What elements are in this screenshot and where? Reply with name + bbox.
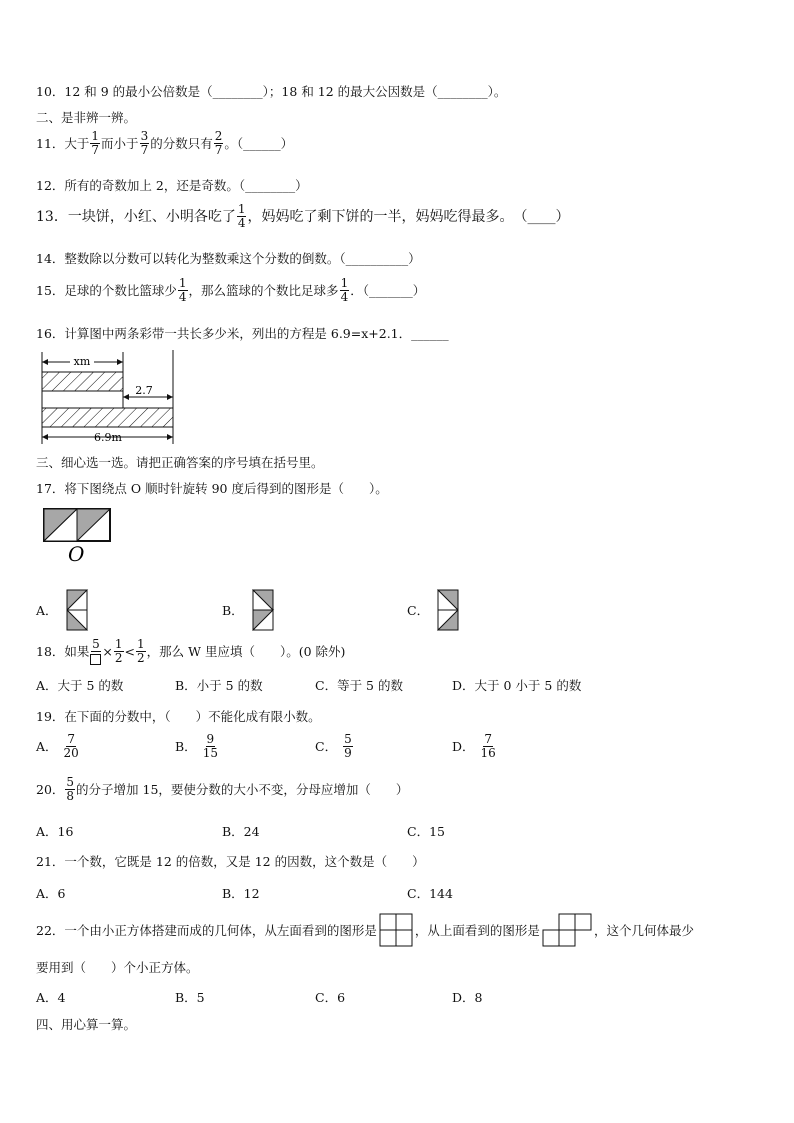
q11-fraction-2: $\frac{3}{7}$ <box>140 129 149 157</box>
q22-mid: ，从上面看到的图形是 <box>414 923 540 938</box>
q22-line2-text: 要用到（ ）个小正方体。 <box>36 960 199 975</box>
q13-answer-blank[interactable]: ，妈妈吃了剩下饼的一半，妈妈吃得最多。 （____） <box>247 209 570 226</box>
q18-option-b[interactable]: B．小于 5 的数 <box>175 678 263 693</box>
q16-text[interactable]: 16．计算图中两条彩带一共长多少米，列出的方程是 6.9=x+2.1．______ <box>36 326 449 341</box>
section-3-title-text: 三、细心选一选。请把正确答案的序号填在括号里。 <box>36 455 324 470</box>
question-12 <box>36 176 308 194</box>
q17-option-a[interactable] <box>36 589 90 631</box>
q18-suffix: ，那么 W 里应填（ ）。(0 除外) <box>146 644 346 660</box>
section-4-title-text: 四、用心算一算。 <box>36 1017 137 1032</box>
question-11 <box>36 130 293 156</box>
q19-option-b[interactable]: B． $\frac{9}{15}$ <box>175 732 218 760</box>
q21-option-b[interactable]: B．12 <box>222 886 260 901</box>
question-15 <box>36 277 425 303</box>
q15-answer-blank[interactable]: ．（_______） <box>350 283 426 299</box>
q20-option-b[interactable]: B．24 <box>222 824 260 839</box>
question-10-text: 10．12 和 9 的最小公倍数是（________）；18 和 12 的最大公因数是（________）。 <box>36 84 507 99</box>
q18-option-d[interactable]: D．大于 0 小于 5 的数 <box>452 678 582 693</box>
section-2-title <box>36 108 136 126</box>
label-2-7: 2.7 <box>135 384 153 397</box>
q20-option-c[interactable]: C．15 <box>407 824 445 839</box>
q15-fraction-2: $\frac{1}{4}$ <box>340 276 349 304</box>
q22-prefix: 22．一个由小正方体搭建而成的几何体，从左面看到的图形是 <box>36 923 377 938</box>
q19-text: 19．在下面的分数中，（ ）不能化成有限小数。 <box>36 709 321 724</box>
q20-fraction: $\frac{5}{8}$ <box>66 775 75 803</box>
left-view-figure <box>379 913 413 947</box>
question-19 <box>36 707 321 725</box>
q14-text[interactable]: 14．整数除以分数可以转化为整数乘这个分数的倒数。（__________） <box>36 251 421 266</box>
q17-option-c-figure <box>437 589 461 631</box>
question-18 <box>36 638 345 665</box>
q19-option-c[interactable]: C． $\frac{5}{9}$ <box>315 732 352 760</box>
q15-prefix: 15．足球的个数比篮球少 <box>36 283 177 299</box>
q11-fraction-3: $\frac{2}{7}$ <box>214 129 223 157</box>
question-20 <box>36 776 408 802</box>
ribbon-long <box>42 408 173 427</box>
question-16 <box>36 324 449 342</box>
question-21 <box>36 852 425 870</box>
question-13 <box>36 203 569 229</box>
q11-prefix: 11．大于 <box>36 136 90 152</box>
q21-text: 21．一个数，它既是 12 的倍数，又是 12 的因数，这个数是（ ） <box>36 854 425 869</box>
q22-suffix: ，这个几何体最少 <box>593 923 694 938</box>
q18-fraction-3: $\frac{1}{2}$ <box>137 637 145 665</box>
top-view-figure <box>542 913 592 947</box>
q12-text[interactable]: 12．所有的奇数加上 2，还是奇数。（________） <box>36 178 308 193</box>
q18-option-a[interactable]: A．大于 5 的数 <box>36 678 124 693</box>
question-10 <box>36 82 506 100</box>
q20-suffix: 的分子增加 15，要使分数的大小不变，分母应增加（ ） <box>76 782 409 798</box>
ribbon-diagram <box>36 350 181 446</box>
q18-option-c[interactable]: C．等于 5 的数 <box>315 678 403 693</box>
q15-fraction-1: $\frac{1}{4}$ <box>178 276 187 304</box>
question-22-line2 <box>36 958 199 976</box>
section-2-title-text: 二、是非辨一辨。 <box>36 110 137 125</box>
section-3-title <box>36 453 324 471</box>
label-x: xm <box>73 355 91 368</box>
q18-less-than: < <box>124 643 136 659</box>
q18-times: × <box>102 643 113 659</box>
q13-prefix: 13．一块饼，小红、小明各吃了 <box>36 209 236 226</box>
q21-option-a[interactable]: A．6 <box>36 886 66 901</box>
q11-fraction-1: $\frac{1}{7}$ <box>91 129 100 157</box>
section-4-title <box>36 1015 136 1033</box>
q22-option-d[interactable]: D．8 <box>452 990 483 1005</box>
label-6-9: 6.9m <box>94 431 122 444</box>
q22-option-b[interactable]: B．5 <box>175 990 205 1005</box>
q20-option-a[interactable]: A．16 <box>36 824 74 839</box>
q17-option-b-figure <box>252 589 276 631</box>
q11-mid2: 的分数只有 <box>150 136 213 152</box>
q19-option-d[interactable]: D． $\frac{7}{16}$ <box>452 732 496 760</box>
q20-prefix: 20． <box>36 782 65 798</box>
question-17 <box>36 479 388 497</box>
q17-option-b-label: B． <box>222 603 244 618</box>
q22-option-c[interactable]: C．6 <box>315 990 346 1005</box>
q17-option-c-label: C． <box>407 603 430 618</box>
question-14 <box>36 249 421 267</box>
q11-answer-blank[interactable]: 。（______） <box>224 136 294 152</box>
q11-mid: 而小于 <box>101 136 139 152</box>
q13-fraction: $\frac{1}{4}$ <box>237 202 246 230</box>
q17-option-a-label: A． <box>36 603 58 618</box>
q22-option-a[interactable]: A．4 <box>36 990 66 1005</box>
q18-blank-box[interactable] <box>90 654 101 665</box>
rotation-figure <box>42 507 114 563</box>
q21-option-c[interactable]: C．144 <box>407 886 453 901</box>
ribbon-short <box>42 372 123 391</box>
q18-fraction-w: 5 <box>90 638 101 665</box>
question-22 <box>36 913 694 947</box>
q17-option-c[interactable] <box>407 589 461 631</box>
q17-option-a-figure <box>66 589 90 631</box>
q17-text: 17．将下图绕点 O 顺时针旋转 90 度后得到的图形是（ ）。 <box>36 481 388 496</box>
q15-mid: ，那么篮球的个数比足球多 <box>188 283 339 299</box>
q18-prefix: 18．如果 <box>36 644 90 660</box>
q19-option-a[interactable]: A． $\frac{7}{20}$ <box>36 732 79 760</box>
q17-option-b[interactable] <box>222 589 276 631</box>
q18-fraction-2: $\frac{1}{2}$ <box>114 637 123 665</box>
point-o-label: O <box>68 542 85 563</box>
